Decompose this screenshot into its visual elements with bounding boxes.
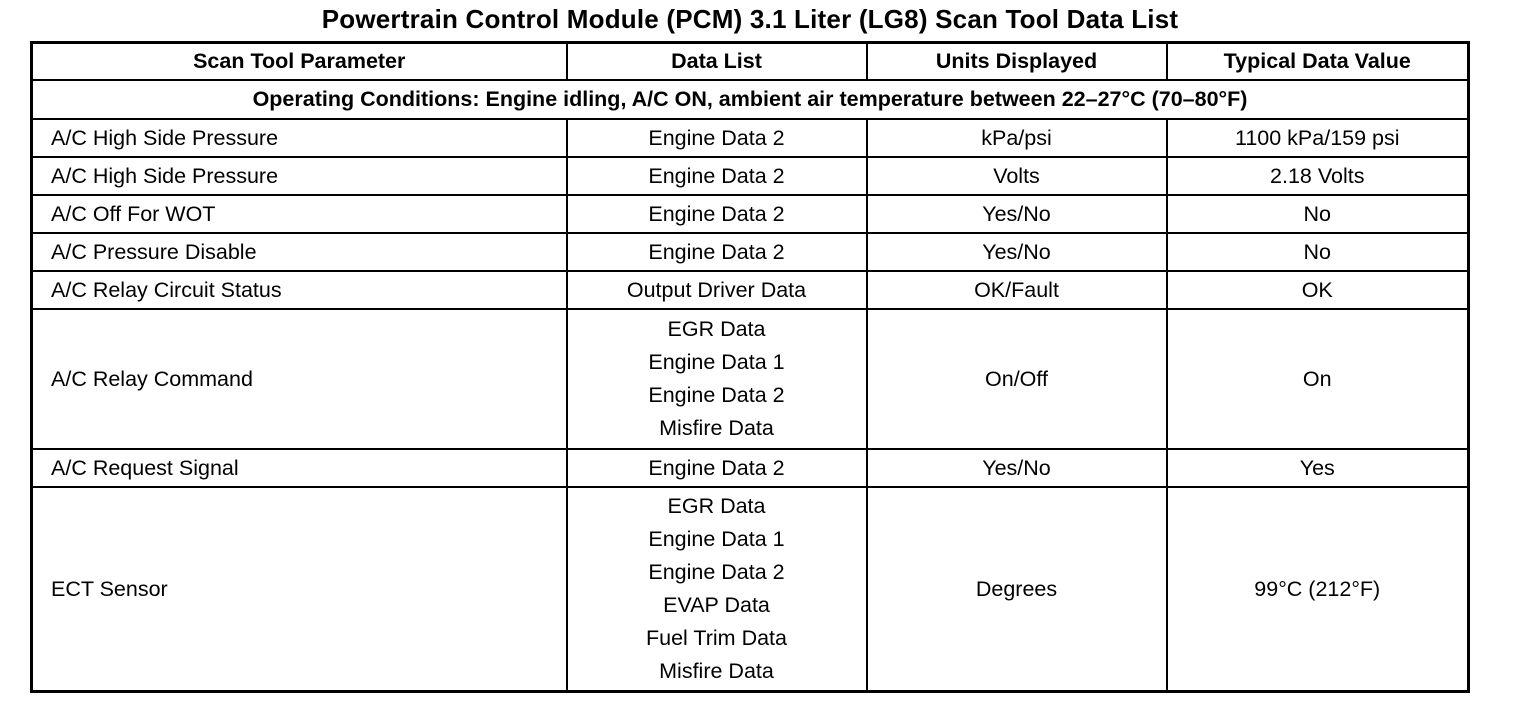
parameter-cell: A/C Relay Command [32,309,567,449]
data-list-cell [567,157,867,195]
table-row [32,119,1469,157]
data-list-entry: Engine Data 2 [648,455,785,480]
scan-tool-data-table [30,41,1470,693]
data-list-entry: EGR Data [667,317,766,341]
table-row [32,195,1469,233]
data-list-entry: Engine Data 2 [648,239,785,264]
operating-conditions: Operating Conditions: Engine idling, A/C ON, ambient air temperature between 22–27°C (70–80°F) [32,80,1469,119]
table-row [32,157,1469,195]
typical-value-cell: 2.18 Volts [1167,157,1469,195]
units-cell: Yes/No [867,195,1167,233]
column-header-units: Units Displayed [867,43,1167,81]
data-list-entry: Misfire Data [659,659,774,683]
typical-value-cell: 99°C (212°F) [1167,487,1469,692]
units-cell: On/Off [867,309,1167,449]
data-list-entry: Engine Data 2 [648,163,785,188]
typical-value-cell: 1100 kPa/159 psi [1167,119,1469,157]
data-list-cell [567,119,867,157]
units-cell: kPa/psi [867,119,1167,157]
data-list-entry: Engine Data 2 [648,201,785,226]
parameter-cell: A/C Relay Circuit Status [32,271,567,309]
page-title: Powertrain Control Module (PCM) 3.1 Liter (LG8) Scan Tool Data List [321,4,1179,34]
data-list-entry: Engine Data 1 [648,527,785,551]
data-list-entry: Output Driver Data [626,277,807,302]
data-list-cell [567,487,867,692]
parameter-cell: A/C Off For WOT [32,195,567,233]
parameter-cell: A/C Pressure Disable [32,233,567,271]
column-header-parameter: Scan Tool Parameter [32,43,567,81]
data-list-entry: Engine Data 2 [648,560,785,584]
data-list-entry: Fuel Trim Data [646,626,787,650]
data-list-cell [567,271,867,309]
parameter-cell: A/C High Side Pressure [32,119,567,157]
parameter-cell: ECT Sensor [32,487,567,692]
data-list-cell [567,309,867,449]
units-cell: Volts [867,157,1167,195]
header-row [32,43,1469,81]
column-header-typical-value: Typical Data Value [1167,43,1469,81]
typical-value-cell: Yes [1167,449,1469,487]
table-row [32,309,1469,449]
column-header-data-list: Data List [567,43,867,81]
table-row [32,487,1469,692]
data-list-cell [567,233,867,271]
parameter-cell: A/C Request Signal [32,449,567,487]
data-list-entry: Engine Data 1 [648,350,785,374]
typical-value-cell: No [1167,195,1469,233]
table-row [32,271,1469,309]
data-list-entry: Engine Data 2 [648,383,785,407]
table-row [32,449,1469,487]
units-cell: OK/Fault [867,271,1167,309]
parameter-cell: A/C High Side Pressure [32,157,567,195]
typical-value-cell: No [1167,233,1469,271]
data-list-entry: EGR Data [667,494,766,518]
conditions-row [32,80,1469,119]
units-cell: Degrees [867,487,1167,692]
data-list-cell [567,449,867,487]
typical-value-cell: On [1167,309,1469,449]
data-list-entry: Engine Data 2 [648,125,785,150]
data-list-cell [567,195,867,233]
units-cell: Yes/No [867,233,1167,271]
typical-value-cell: OK [1167,271,1469,309]
table-row [32,233,1469,271]
data-list-entry: Misfire Data [659,416,774,440]
data-list-entry: EVAP Data [663,593,770,617]
units-cell: Yes/No [867,449,1167,487]
